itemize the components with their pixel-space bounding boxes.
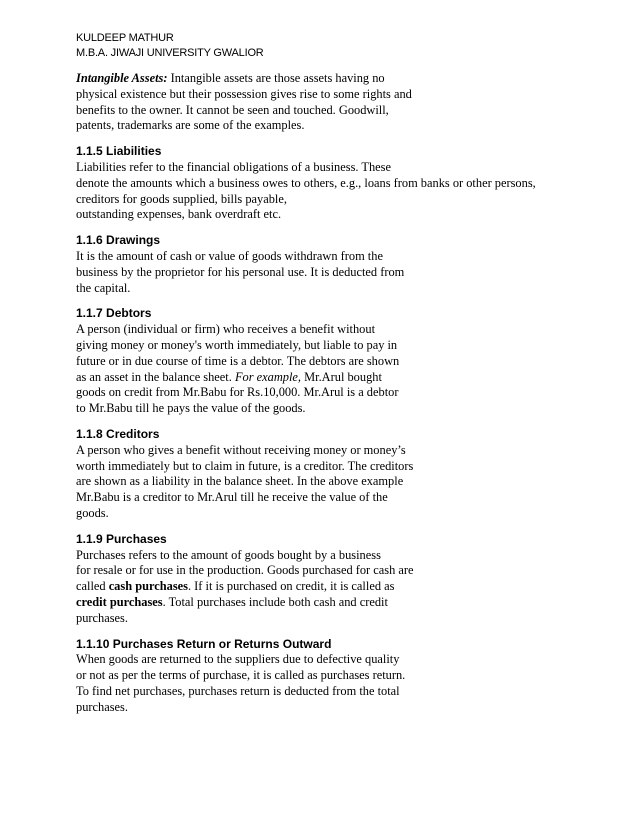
liabilities-heading: 1.1.5 Liabilities	[76, 144, 162, 159]
text-line	[76, 579, 576, 595]
text-line: business by the proprietor for his personal use. It is deducted from	[76, 264, 405, 279]
debtors-paragraph	[76, 322, 576, 417]
text-line: Liabilities refer to the financial obligations of a business. These	[76, 159, 391, 174]
cash-purchases-term: cash purchases	[108, 579, 188, 594]
text-line: are shown as a liability in the balance sheet. In the above example	[76, 474, 404, 489]
text-line: patents, trademarks are some of the examples.	[76, 118, 305, 133]
text-line: or not as per the terms of purchase, it is called as purchases return.	[76, 668, 406, 683]
text-line: the capital.	[76, 280, 131, 295]
text-line	[76, 595, 576, 611]
author-name: KULDEEP MATHUR	[76, 32, 174, 44]
text-span: called	[76, 579, 109, 594]
purchases-paragraph	[76, 548, 576, 627]
purchases-return-heading: 1.1.10 Purchases Return or Returns Outward	[76, 636, 332, 651]
text-line: It is the amount of cash or value of goods withdrawn from the	[76, 248, 383, 263]
creditors-heading: 1.1.8 Creditors	[76, 426, 160, 441]
example-phrase: For example,	[234, 369, 302, 384]
page-header	[76, 31, 264, 61]
text-line: benefits to the owner. It cannot be seen and touched. Goodwill,	[76, 102, 389, 117]
text-line: Purchases refers to the amount of goods bought by a business	[76, 547, 381, 562]
debtors-heading: 1.1.7 Debtors	[76, 306, 152, 321]
purchases-return-paragraph	[76, 652, 576, 715]
text-line: purchases.	[76, 610, 128, 625]
text-span: Mr.Arul bought	[301, 369, 382, 384]
text-line: to Mr.Babu till he pays the value of the goods.	[76, 401, 306, 416]
text-line: When goods are returned to the suppliers due to defective quality	[76, 652, 400, 667]
drawings-heading: 1.1.6 Drawings	[76, 233, 161, 248]
text-line: goods.	[76, 505, 109, 520]
text-line: Mr.Babu is a creditor to Mr.Arul till he receive the value of the	[76, 490, 388, 505]
text-line: physical existence but their possession gives rise to some rights and	[76, 86, 412, 101]
text-line	[76, 370, 576, 386]
text-line: To find net purchases, purchases return is deducted from the total	[76, 683, 400, 698]
intangible-assets-term: Intangible Assets:	[76, 71, 168, 85]
text-span: as an asset in the balance sheet.	[76, 369, 235, 384]
purchases-heading: 1.1.9 Purchases	[76, 531, 167, 546]
drawings-paragraph	[76, 249, 576, 296]
text-line: goods on credit from Mr.Babu for Rs.10,000. Mr.Arul is a debtor	[76, 385, 399, 400]
creditors-paragraph	[76, 443, 576, 522]
intangible-assets-paragraph	[76, 71, 576, 134]
text-line: A person who gives a benefit without receiving money or money’s	[76, 442, 406, 457]
text-line: worth immediately but to claim in future, is a creditor. The creditors	[76, 458, 414, 473]
credit-purchases-term: credit purchases	[76, 594, 163, 609]
text-line: future or in due course of time is a debtor. The debtors are shown	[76, 353, 400, 368]
liabilities-paragraph	[76, 160, 576, 223]
text-span: . Total purchases include both cash and credit	[162, 594, 388, 609]
text-line: creditors for goods supplied, bills payable,	[76, 191, 287, 206]
text-span: . If it is purchased on credit, it is called as	[187, 579, 395, 594]
text-line: for resale or for use in the production. Goods purchased for cash are	[76, 563, 414, 578]
text-line: denote the amounts which a business owes to others, e.g., loans from banks or other persons,	[76, 175, 536, 190]
author-affiliation: M.B.A. JIWAJI UNIVERSITY GWALIOR	[76, 47, 264, 59]
text-line: A person (individual or firm) who receives a benefit without	[76, 322, 376, 337]
text-line: Intangible assets are those assets having no	[167, 71, 385, 85]
text-line: outstanding expenses, bank overdraft etc.	[76, 207, 282, 222]
document-body	[76, 71, 576, 715]
text-line: purchases.	[76, 699, 128, 714]
text-line: giving money or money's worth immediately, but liable to pay in	[76, 337, 398, 352]
